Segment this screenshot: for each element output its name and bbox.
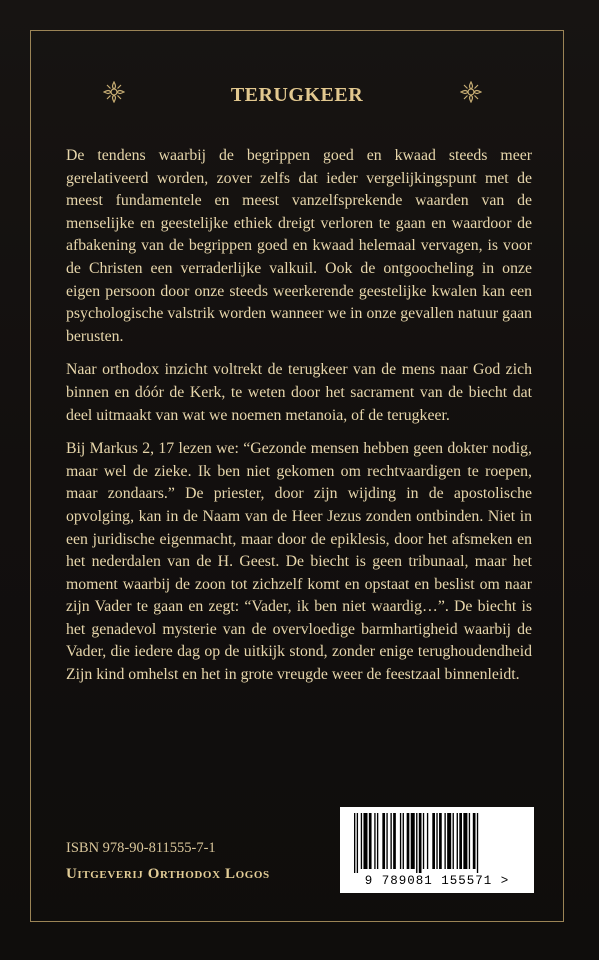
blurb-paragraph-3: Bij Markus 2, 17 lezen we: “Gezonde mensen hebben geen dokter nodig, maar wel de zieke. Ik ben niet gekomen om rechtvaardigen te roepen, maar zondaars.” De priester, door zijn wijding in de apostolische opvolging, kan in de Naam van de Heer Jezus zonden ontbinden. Niet in een juridische eigenmacht, maar door de epiklesis, door het afsmeken en het nederdalen van de H. Geest. De biecht is geen tribunaal, maar het moment waarbij de zoon tot zichzelf komt en opstaat en beslist om naar zijn Vader te gaan en zegt: “Vader, ik ben niet waardig…”. De biecht is het genadevol mysterie van de overvloedige barmhartigheid waarbij de Vader, die iedere dag op de uitkijk stond, zonder enige terughoudendheid Zijn kind omhelst en het in grote vreugde weer de feestzaal binnenleidt. bbox=[66, 440, 532, 684]
barcode-bar bbox=[477, 813, 478, 873]
barcode-bar bbox=[463, 813, 467, 869]
barcode-bar bbox=[393, 813, 396, 869]
publisher-name: Uitgeverij Orthodox Logos bbox=[66, 866, 270, 882]
barcode-bar bbox=[444, 813, 445, 869]
blurb-paragraph-1: De tendens waarbij de begrippen goed en kwaad steeds meer gerelativeerd worden, zover zelfs dat ieder vergelijkingspunt met de meest fundamentele en meest vanzelfsprekende waarden van de menselijke en geestelijke ethiek dreigt verloren te gaan en waardoor de afbakening van de begrippen goed en kwaad helemaal vervagen, is voor de Christen een verraderlijke valkuil. Ook de ontgoocheling in onze eigen persoon door onze steeds weerkerende geestelijke kwalen kan een psychologische valstrik worden wanneer we in onze gevallen natuur gaan berusten. bbox=[66, 147, 532, 345]
blurb-paragraph-2: Naar orthodox inzicht voltrekt de terugkeer van de mens naar God zich binnen en dóór de Kerk, te weten door het sacrament van de biecht dat deel uitmaakt van wat we noemen metanoia, of de terugkeer. bbox=[66, 361, 532, 424]
barcode bbox=[340, 807, 534, 893]
barcode-bar bbox=[400, 813, 401, 869]
barcode-bar bbox=[447, 813, 451, 869]
barcode-bar bbox=[386, 813, 387, 869]
barcode-bar bbox=[403, 813, 404, 869]
barcode-bar bbox=[439, 813, 442, 869]
barcode-bar bbox=[436, 813, 437, 869]
barcode-bar bbox=[354, 813, 355, 873]
title-row bbox=[30, 80, 564, 110]
barcode-bar bbox=[427, 813, 428, 869]
barcode-bar bbox=[473, 813, 476, 869]
barcode-bar bbox=[459, 813, 462, 869]
barcode-bar bbox=[377, 813, 378, 869]
barcode-bar bbox=[411, 813, 415, 869]
barcode-bar bbox=[361, 813, 362, 869]
barcode-bar bbox=[416, 813, 417, 873]
barcode-bar bbox=[390, 813, 391, 869]
barcode-bar bbox=[407, 813, 410, 869]
barcode-bar bbox=[419, 813, 422, 873]
barcode-bar bbox=[369, 813, 372, 869]
barcode-bar bbox=[469, 813, 470, 869]
barcode-digits: 9 789081 155571 > bbox=[364, 874, 510, 888]
barcode-bar bbox=[453, 813, 454, 869]
cover-title: TERUGKEER bbox=[230, 83, 364, 106]
barcode-bar bbox=[374, 813, 375, 869]
barcode-bar bbox=[423, 813, 424, 869]
barcode-bar bbox=[382, 813, 385, 869]
blurb-text bbox=[66, 145, 532, 698]
barcode-bars bbox=[354, 813, 520, 873]
barcode-bar bbox=[457, 813, 458, 869]
barcode-bar bbox=[357, 813, 358, 873]
barcode-bar bbox=[432, 813, 435, 869]
isbn-text: ISBN 978-90-811555-7-1 bbox=[66, 840, 216, 856]
barcode-bar bbox=[363, 813, 367, 869]
